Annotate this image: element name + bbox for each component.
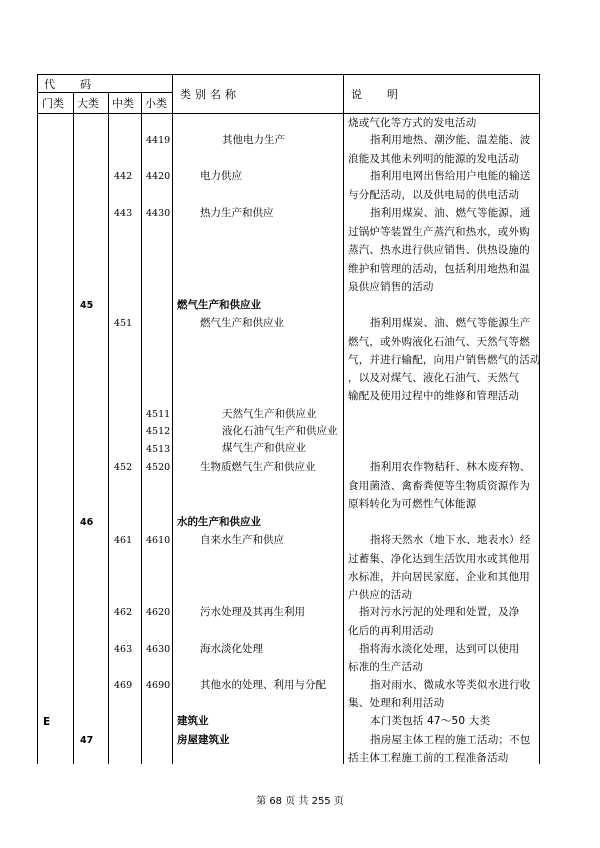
category-name: 污水处理及其再生利用 — [200, 606, 305, 618]
desc-line: 输配及使用过程中的维修和管理活动 — [348, 390, 520, 402]
desc-line: 指对污水污泥的处理和处置，及净 — [359, 606, 520, 618]
code-xiao: 4420 — [146, 171, 171, 182]
category-name: 电力供应 — [200, 170, 242, 182]
code-zhong: 443 — [114, 208, 133, 219]
desc-line: 化后的再利用活动 — [348, 625, 434, 637]
desc-line: 燃气，或外购液化石油气、天然气等燃 — [348, 336, 530, 348]
category-name: 其他电力生产 — [222, 134, 285, 146]
table-top-rule — [37, 74, 539, 75]
header-bottom-rule — [37, 113, 539, 114]
col-rule-xiao — [172, 74, 173, 764]
desc-line: 集、处理和利用活动 — [348, 697, 445, 709]
code-zhong: 463 — [114, 644, 133, 655]
category-name: 热力生产和供应 — [200, 207, 274, 219]
desc-line: 泉供应销售的活动 — [348, 281, 434, 293]
code-xiao: 4610 — [146, 535, 171, 546]
header-xiao: 小类 — [145, 97, 167, 110]
desc-line: 食用菌渣、禽畜粪便等生物质资源作为 — [348, 480, 530, 492]
code-men: E — [43, 716, 51, 728]
desc-line: 指房屋主体工程的施工活动；不包 — [370, 734, 531, 746]
header-da: 大类 — [77, 97, 99, 110]
desc-line: 指将海水淡化处理，达到可以使用 — [359, 643, 520, 655]
category-name: 海水淡化处理 — [200, 643, 263, 655]
desc-line: 指利用电网出售给用户电能的输送 — [370, 170, 531, 182]
desc-line: 指利用农作物秸秆、林木废弃物、 — [370, 461, 531, 473]
header-men: 门类 — [42, 97, 64, 110]
desc-line: 原料转化为可燃性气体能源 — [348, 498, 477, 510]
desc-line: 过锅炉等装置生产蒸汽和热水，或外购 — [348, 226, 530, 238]
desc-line: 标准的生产活动 — [348, 661, 423, 673]
header-name: 类别名称 — [180, 88, 240, 101]
desc-line: 指对雨水、微咸水等类似水进行收 — [370, 679, 531, 691]
header-code: 代 码 — [44, 78, 92, 91]
page-number: 第 68 页 共 255 页 — [256, 796, 344, 807]
category-name: 液化石油气生产和供应业 — [222, 425, 338, 437]
category-name: 其他水的处理、利用与分配 — [200, 679, 326, 691]
category-name: 燃气生产和供应业 — [177, 299, 261, 311]
code-zhong: 461 — [114, 535, 133, 546]
desc-line: 指利用地热、潮汐能、温差能、波 — [370, 134, 531, 146]
code-da: 45 — [80, 300, 94, 311]
desc-line: 与分配活动，以及供电局的供电活动 — [348, 189, 520, 201]
col-rule-name — [343, 74, 344, 764]
desc-line: 维护和管理的活动，包括利用地热和温 — [348, 263, 530, 275]
col-rule-da — [108, 92, 109, 764]
category-name: 建筑业 — [177, 715, 209, 727]
desc-line: 指利用煤炭、油、燃气等能源，通 — [370, 207, 531, 219]
desc-line: 气，并进行输配，向用户销售燃气的活动 — [348, 354, 541, 366]
desc-line: 括主体工程施工前的工程准备活动 — [348, 752, 509, 764]
code-xiao: 4430 — [146, 208, 171, 219]
code-xiao: 4419 — [146, 135, 171, 146]
desc-line: 指将天然水（地下水、地表水）经 — [370, 534, 531, 546]
code-xiao: 4512 — [146, 426, 171, 437]
desc-line: 指利用煤炭、油、燃气等能源生产 — [370, 317, 531, 329]
code-zhong: 451 — [114, 318, 133, 329]
col-rule-men — [73, 92, 74, 764]
code-xiao: 4630 — [146, 644, 171, 655]
category-name: 房屋建筑业 — [177, 734, 230, 746]
header-desc: 说 明 — [351, 88, 399, 101]
desc-continuation: 烧或气化等方式的发电活动 — [348, 117, 477, 129]
desc-line: 水标准，并向居民家庭、企业和其他用 — [348, 571, 530, 583]
code-zhong: 469 — [114, 680, 133, 691]
desc-line: 本门类包括 47～50 大类 — [370, 715, 491, 727]
desc-line: ，以及对煤气、液化石油气、天然气 — [348, 372, 520, 384]
col-rule-zhong — [141, 92, 142, 764]
category-name: 水的生产和供应业 — [177, 516, 261, 528]
header-code-divider — [37, 92, 172, 93]
desc-line: 过蓄集、净化达到生活饮用水或其他用 — [348, 553, 530, 565]
code-zhong: 452 — [114, 462, 133, 473]
code-zhong: 442 — [114, 171, 133, 182]
code-xiao: 4520 — [146, 462, 171, 473]
code-da: 46 — [80, 517, 94, 528]
code-zhong: 462 — [114, 607, 133, 618]
category-name: 煤气生产和供应业 — [222, 442, 306, 454]
category-name: 天然气生产和供应业 — [222, 408, 317, 420]
table-right-rule — [539, 74, 540, 764]
category-name: 自来水生产和供应 — [200, 534, 284, 546]
code-xiao: 4513 — [146, 444, 171, 455]
desc-line: 浪能及其他未列明的能源的发电活动 — [348, 153, 520, 165]
table-left-rule — [37, 74, 38, 764]
code-xiao: 4511 — [146, 409, 171, 420]
desc-line: 户供应的活动 — [348, 589, 413, 601]
header-zhong: 中类 — [112, 97, 134, 110]
category-name: 燃气生产和供应业 — [200, 317, 284, 329]
code-da: 47 — [80, 735, 94, 746]
desc-line: 蒸汽、热水进行供应销售、供热设施的 — [348, 244, 530, 256]
code-xiao: 4620 — [146, 607, 171, 618]
code-xiao: 4690 — [146, 680, 171, 691]
category-name: 生物质燃气生产和供应业 — [200, 461, 316, 473]
